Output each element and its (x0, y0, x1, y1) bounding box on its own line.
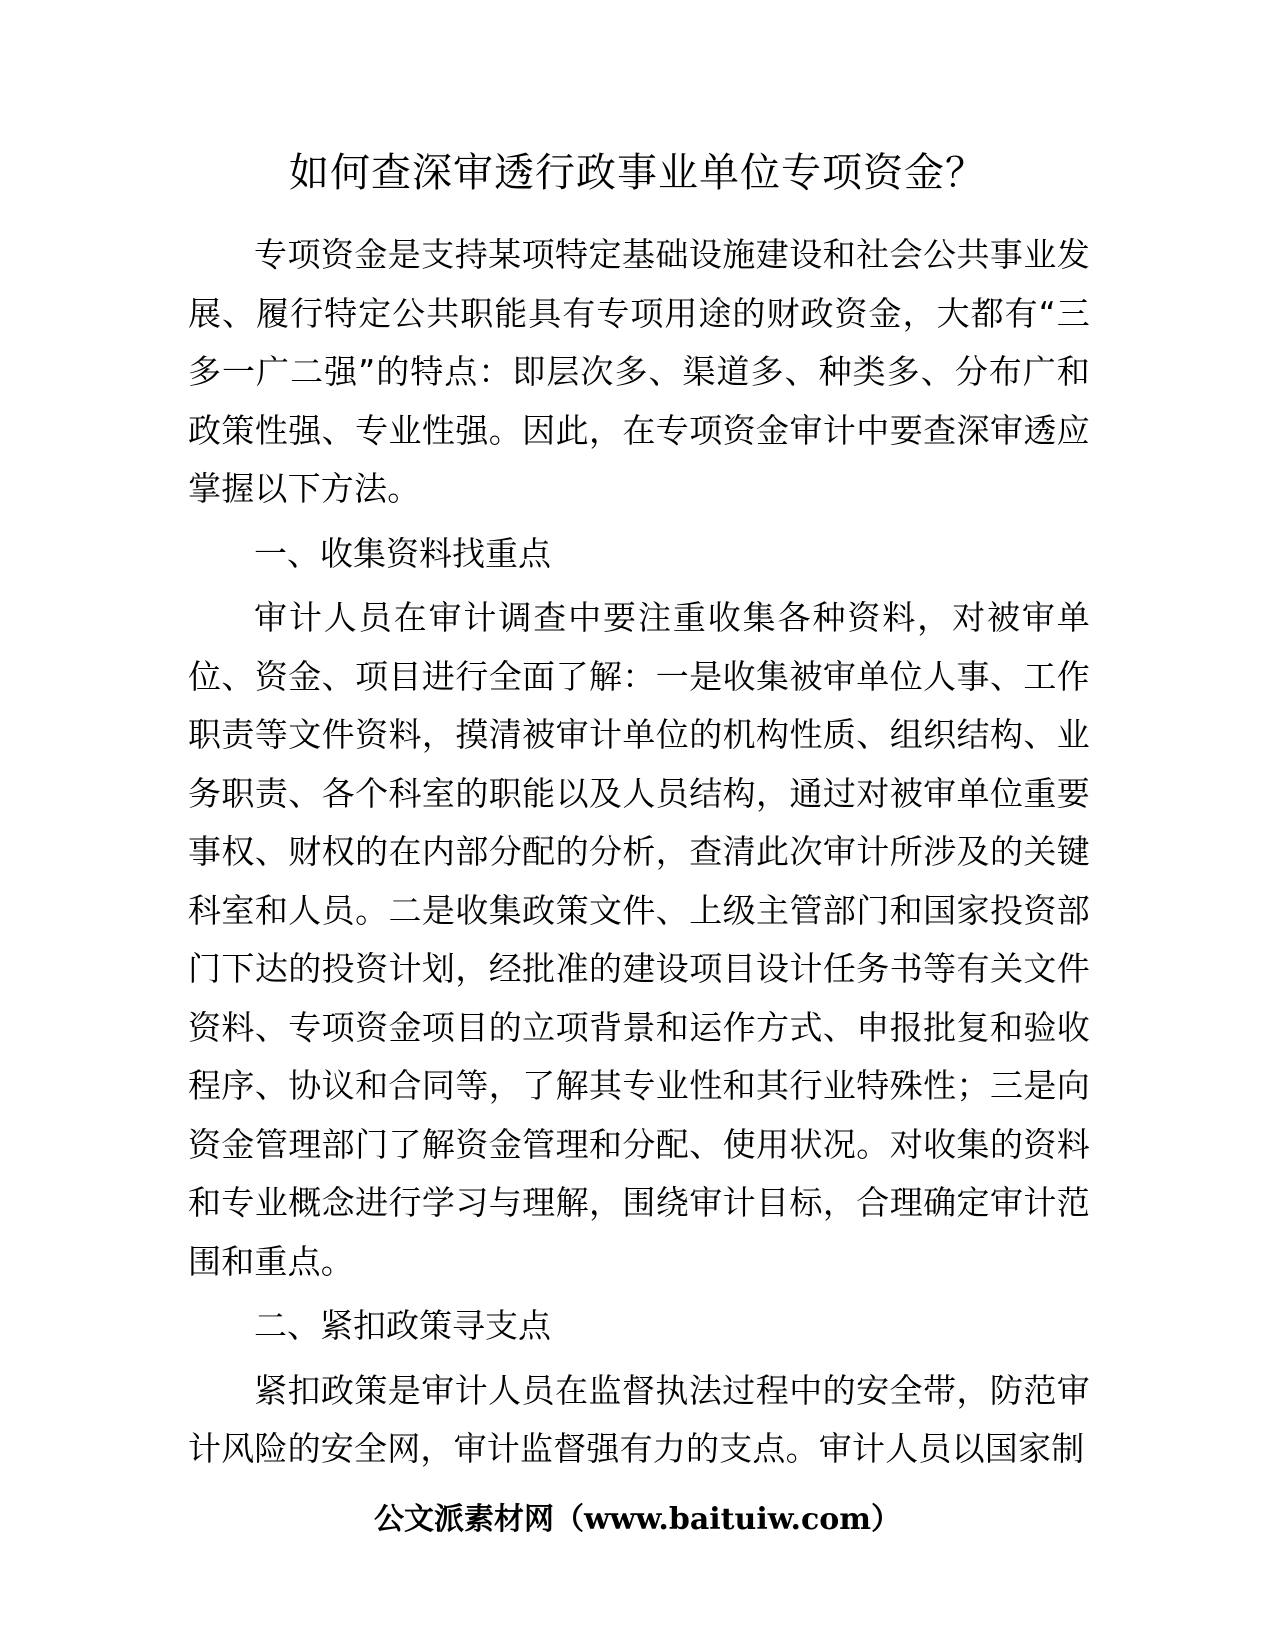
section-heading-2: 二、紧扣政策寻支点 (254, 1306, 551, 1345)
intro-paragraph: 专项资金是支持某项特定基础设施建设和社会公共事业发展、履行特定公共职能具有专项用途的财政资金，大都有“三多一广二强”的特点：即层次多、渠道多、种类多、分布广和政策性强、专业性强。因此，在专项资金审计中要查深审透应掌握以下方法。 (188, 235, 1090, 508)
section-heading-1: 一、收集资料找重点 (254, 533, 551, 573)
document-title: 如何查深审透行政事业单位专项资金？ (289, 150, 986, 196)
footer-watermark: 公文派素材网（www.baituiw.com） (373, 1502, 902, 1537)
section-1-paragraph: 审计人员在审计调查中要注重收集各种资料，对被审单位、资金、项目进行全面了解：一是收集被审单位人事、工作职责等文件资料，摸清被审计单位的机构性质、组织结构、业务职责、各个科室的职能以及人员结构，通过对被审单位重要事权、财权的在内部分配的分析，查清此次审计所涉及的关键科室和人员。二是收集政策文件、上级主管部门和国家投资部门下达的投资计划，经批准的建设项目设计任务书等有关文件资料、专项资金项目的立项背景和运作方式、申报批复和验收程序、协议和合同等，了解其专业性和其行业特殊性；三是向资金管理部门了解资金管理和分配、使用状况。对收集的资料和专业概念进行学习与理解，围绕审计目标，合理确定审计范围和重点。 (188, 598, 1090, 1281)
section-2-paragraph: 紧扣政策是审计人员在监督执法过程中的安全带，防范审计风险的安全网，审计监督强有力的支点。审计人员以国家制 (188, 1370, 1090, 1468)
document-body (188, 226, 1090, 1479)
